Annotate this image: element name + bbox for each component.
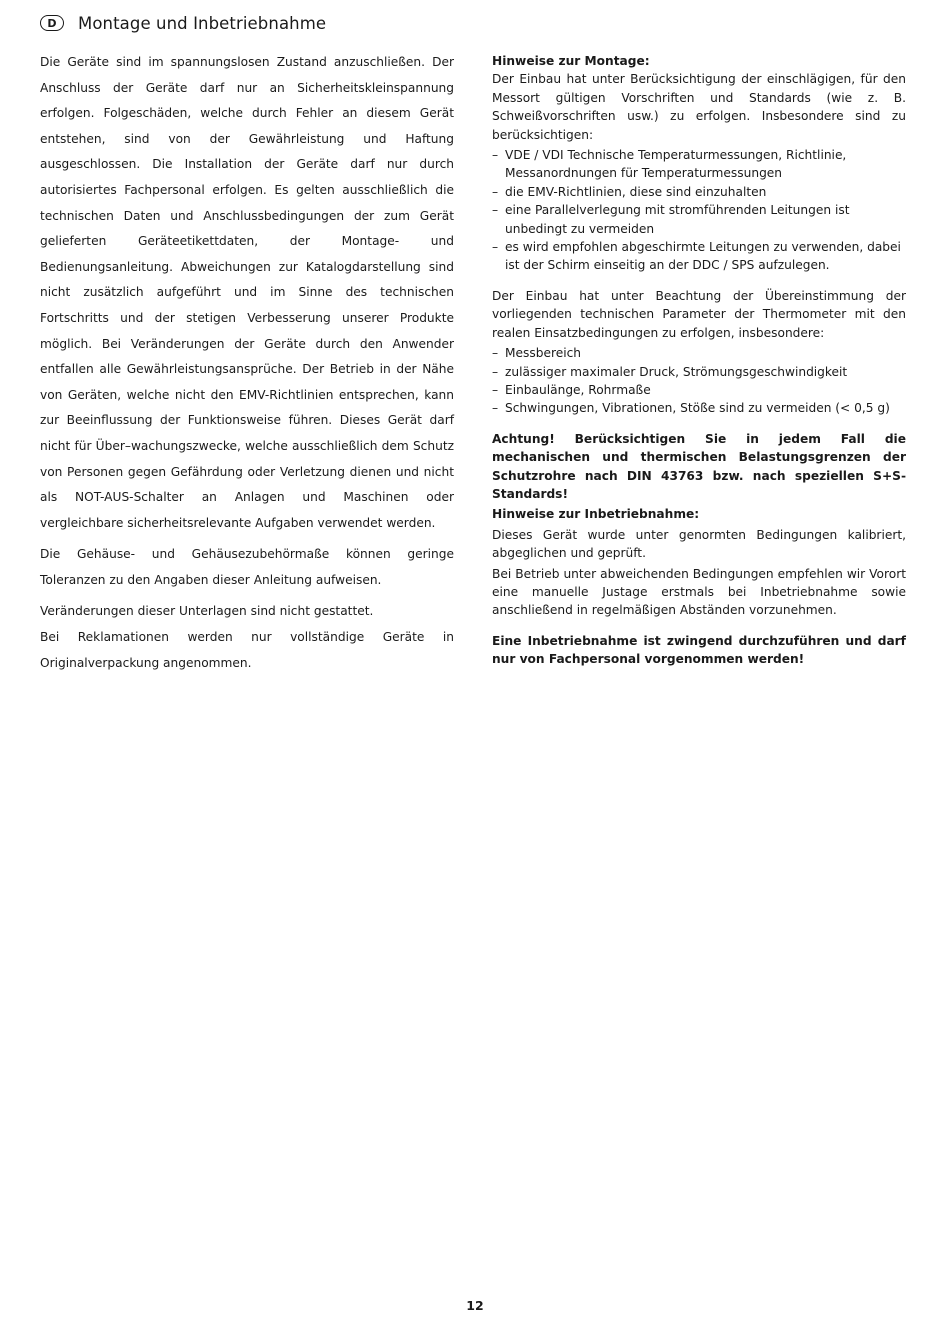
list-item: – Schwingungen, Vibrationen, Stöße sind zu vermeiden (< 0,5 g) bbox=[492, 399, 906, 417]
page-title: Montage und Inbetriebnahme bbox=[78, 13, 327, 33]
adjustment-paragraph: Bei Betrieb unter abweichenden Bedingungen empfehlen wir Vorort eine manuelle Justage erstmals bei Inbetriebnahme sowie anschließend in regelmäßigen Abständen vorzunehmen. bbox=[492, 566, 906, 618]
list-item: – es wird empfohlen abgeschirmte Leitungen zu verwenden, dabei ist der Schirm einseitig an der DDC / SPS aufzulegen. bbox=[492, 238, 906, 275]
montage-intro: Der Einbau hat unter Berücksichtigung der einschlägigen, für den Messort gültigen Vorschriften und Standards (wie z. B. Schweißvorschriften usw.) zu erfolgen. Insbesondere sind zu berücksichtigen: bbox=[492, 72, 906, 142]
left-column bbox=[40, 50, 454, 676]
montage-heading: Hinweise zur Montage: bbox=[492, 54, 650, 68]
right-column bbox=[492, 50, 906, 669]
final-notice: Eine Inbetriebnahme ist zwingend durchzuführen und darf nur von Fachpersonal vorgenommen werden! bbox=[492, 633, 906, 667]
montage-list bbox=[492, 146, 906, 275]
safety-paragraph: Die Geräte sind im spannungslosen Zustand anzuschließen. Der Anschluss der Geräte darf nur an Sicherheitskleinspannung erfolgen. Folgeschäden, welche durch Fehler an diesem Gerät entstehen, sind von der Gewährleistung und Haftung ausgeschlossen. Die Installation der Geräte darf nur durch autorisiertes Fachpersonal erfolgen. Es gelten ausschließlich die technischen Daten und Anschlussbedingungen der zum Gerät gelieferten Geräteetikettdaten, der Montage- und Bedienungsanleitung. Abweichungen zur Katalogdarstellung sind nicht zusätzlich aufgeführt und im Sinne des technischen Fortschritts und der stetigen Verbesserung unserer Produkte möglich. Bei Veränderungen der Geräte durch den Anwender entfallen alle Gewährleistungsansprüche. Der Betrieb in der Nähe von Geräten, welche nicht den EMV-Richtlinien entsprechen, kann zur Beeinflussung der Funktionsweise führen. Dieses Gerät darf nicht für Über–wachungszwecke, welche ausschließlich dem Schutz von Personen gegen Gefährdung oder Verletzung dienen und nicht als NOT-AUS-Schalter an Anlagen und Maschinen oder vergleichbare sicherheitsrelevante Aufgaben verwendet werden. bbox=[40, 55, 454, 530]
changes-paragraph: Veränderungen dieser Unterlagen sind nicht gestattet. bbox=[40, 604, 374, 619]
list-item: – die EMV-Richtlinien, diese sind einzuhalten bbox=[492, 183, 906, 201]
list-item: – Messbereich bbox=[492, 344, 906, 362]
complaints-paragraph: Bei Reklamationen werden nur vollständige Geräte in Originalverpackung angenommen. bbox=[40, 630, 454, 670]
language-badge: D bbox=[40, 15, 64, 31]
list-item: – zulässiger maximaler Druck, Strömungsgeschwindigkeit bbox=[492, 363, 906, 381]
list-item: – VDE / VDI Technische Temperaturmessungen, Richtlinie, Messanordnungen für Temperaturmessungen bbox=[492, 146, 906, 183]
warning-text: Achtung! Berücksichtigen Sie in jedem Fall die mechanischen und thermischen Belastungsgrenzen der Schutzrohre nach DIN 43763 bzw. nach speziellen S+S-Standards! bbox=[492, 431, 906, 501]
list-item: – Einbaulänge, Rohrmaße bbox=[492, 381, 906, 399]
page-number: 12 bbox=[466, 1298, 484, 1313]
einbau-list bbox=[492, 344, 906, 418]
tolerance-paragraph: Die Gehäuse- und Gehäusezubehörmaße können geringe Toleranzen zu den Angaben dieser Anleitung aufweisen. bbox=[40, 547, 454, 587]
list-item: – eine Parallelverlegung mit stromführenden Leitungen ist unbedingt zu vermeiden bbox=[492, 201, 906, 238]
calibration-paragraph: Dieses Gerät wurde unter genormten Bedingungen kalibriert, abgeglichen und geprüft. bbox=[492, 527, 906, 561]
page-header bbox=[40, 12, 326, 34]
einbau-intro: Der Einbau hat unter Beachtung der Übereinstimmung der vorliegenden technischen Parameter der Thermometer mit den realen Einsatzbedingungen zu erfolgen, insbesondere: bbox=[492, 288, 906, 340]
inbetriebnahme-heading: Hinweise zur Inbetriebnahme: bbox=[492, 507, 700, 522]
